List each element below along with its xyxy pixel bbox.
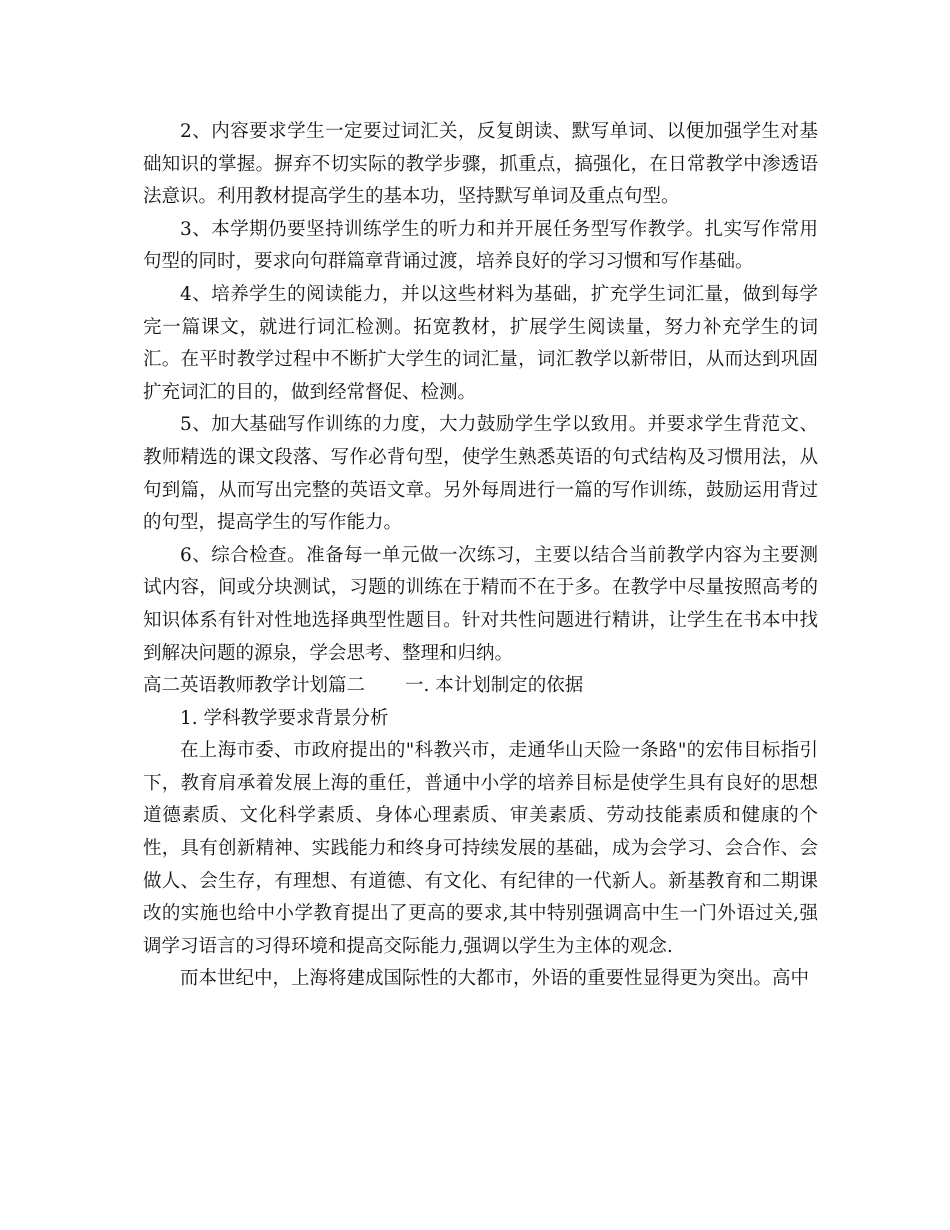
paragraph-century: 而本世纪中，上海将建成国际性的大都市，外语的重要性显得更为突出。高中 [180,968,810,990]
section-title: 高二英语教师教学计划篇二 [143,675,366,697]
paragraph-background: 在上海市委、市政府提出的"科教兴市，走通华山天险一条路"的宏伟目标指引下，教育肩承着发展上海的重任，普通中小学的培养目标是使学生具有良好的思想道德素质、文化科学素质、身体心理素质、审美素质、劳动技能素质和健康的个性，具有创新精神、实践能力和终身可持续发展的基础，成为会学习、会合作、会做人、会生存，有理想、有道德、有文化、有纪律的一代新人。新基教育和二期课改的实施也给中小学教育提出了更高的要求,其中特别强调高中生一门外语过关,强调学习语言的习得环境和提高交际能力,强调以学生为主体的观念. [143,740,818,957]
paragraph-item-6: 6、综合检查。准备每一单元做一次练习，主要以结合当前教学内容为主要测试内容，间或分块测试，习题的训练在于精而不在于多。在教学中尽量按照高考的知识体系有针对性地选择典型性题目。针对共性问题进行精讲，让学生在书本中找到解决问题的源泉，学会思考、整理和归纳。 [143,544,818,664]
subheading-background: 1. 学科教学要求背景分析 [180,707,389,729]
paragraph-item-3: 3、本学期仍要坚持训练学生的听力和并开展任务型写作教学。扎实写作常用句型的同时，要求向句群篇章背诵过渡，培养良好的学习习惯和写作基础。 [143,218,818,273]
paragraph-item-2: 2、内容要求学生一定要过词汇关，反复朗读、默写单词、以便加强学生对基础知识的掌握。摒弃不切实际的教学步骤，抓重点，搞强化，在日常教学中渗透语法意识。利用教材提高学生的基本功，坚持默写单词及重点句型。 [143,121,818,208]
section-heading [143,670,818,703]
paragraph-item-4: 4、培养学生的阅读能力，并以这些材料为基础，扩充学生词汇量，做到每学完一篇课文，就进行词汇检测。拓宽教材，扩展学生阅读量，努力补充学生的词汇。在平时教学过程中不断扩大学生的词汇量，词汇教学以新带旧，从而达到巩固扩充词汇的目的，做到经常督促、检测。 [143,283,818,403]
document-page [143,116,818,996]
section-subtitle: 一. 本计划制定的依据 [405,675,584,697]
paragraph-item-5: 5、加大基础写作训练的力度，大力鼓励学生学以致用。并要求学生背范文、教师精选的课文段落、写作必背句型，使学生熟悉英语的句式结构及习惯用法，从句到篇，从而写出完整的英语文章。另外每周进行一篇的写作训练，鼓励运用背过的句型，提高学生的写作能力。 [143,414,818,534]
